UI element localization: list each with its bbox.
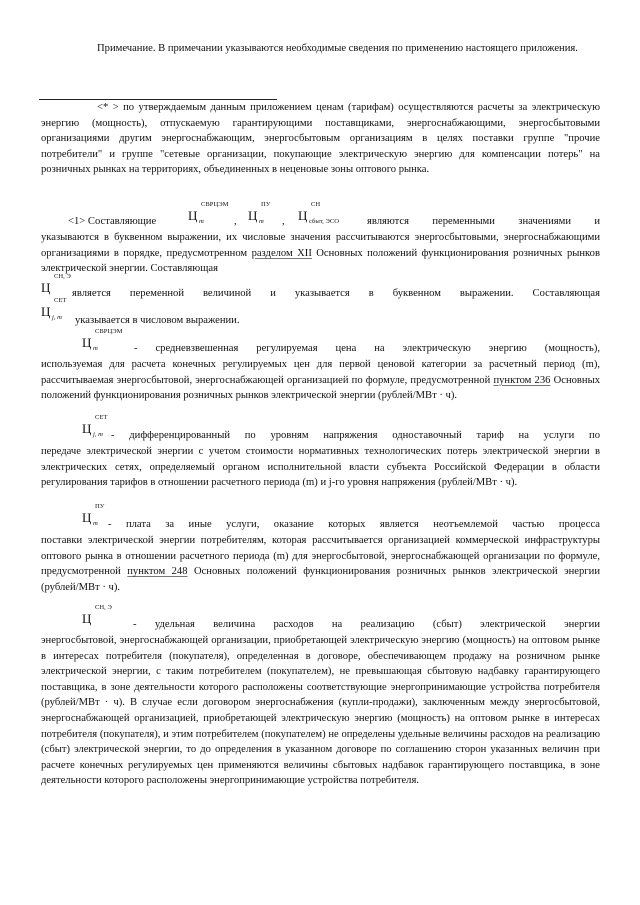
def-set-first: - дифференцированный по уровням напряжения одноставочный тариф на услуги по [111, 430, 600, 441]
link-point-248[interactable]: пунктом 248 [127, 566, 188, 578]
note-paragraph: Примечание. В примечании указываются необходимые сведения по применению настоящего приложения. [97, 43, 578, 54]
fn1-lead: <1> Составляющие [68, 216, 157, 227]
link-point-236[interactable]: пунктом 236 [493, 374, 551, 386]
fn1-sep2: , [282, 216, 285, 227]
fn1-line-sbyt: является переменной величиной и указывается в буквенном выражении. Составляющая [72, 288, 600, 299]
symbol-c-set: Ц СЕТ j, m [41, 297, 67, 321]
fn1-tail-first: являются переменными значениями и [367, 216, 600, 227]
def-pu-symbol: Ц ПУ m [82, 503, 105, 527]
fn1-line-set: указывается в числовом выражении. [75, 315, 240, 326]
def-set-symbol: Ц СЕТ j, m [82, 414, 108, 438]
symbol-c-svrcem: Ц СВРЦЭМ m [188, 201, 229, 225]
symbol-c-sn-sbyt: Ц СН сбыт, ЭСО [298, 201, 339, 225]
def-sbyt-first: - удельная величина расходов на реализацию (сбыт) электрической энергии [133, 619, 600, 630]
link-section-xii[interactable]: разделом XII [251, 247, 312, 259]
symbol-c-sbyt: Ц СН, Э [41, 273, 71, 295]
footnote-1-body: указываются в буквенном выражении, их числовые значения рассчитываются энергосбытовыми, энергоснабжающими организациями в порядке, предусмотренном разделом XII Основных положений функционирования розничных рынков электрической энергии. Составляющая [41, 232, 600, 275]
def-pu-first: - плата за иные услуги, оказание которых является неотъемлемой частью процесса [108, 519, 600, 530]
def-svrcem-first: - средневзвешенная регулируемая цена на электрическую энергию (мощность), [134, 343, 600, 354]
def-pu-body: поставки электрической энергии потребителям, которая рассчитывается организацией коммерческой инфраструктуры оптового рынка в отношении расчетного периода (m) для энергосбытовой, энергоснабжающей организации по формуле, предусмотренной пунктом 248 Основных положений функционирования розничных рынков электрической энергии (рублей/МВт · ч). [41, 535, 600, 593]
footnote-star: <* > по утверждаемым данным приложением ценам (тарифам) осуществляются расчеты за электрическую энергию (мощность), отпускаемую гарантирующими поставщиками, энергоснабжающими, энергосбытовыми организациями другим энергоснабжающим, энергосбытовым организациям в целях поставки группе "прочие потребители" и группе "сетевые организации, покупающие электрическую энергию для компенсации потерь" на розничных рынках на территориях, объединенных в неценовые зоны оптового рынка. [41, 102, 600, 176]
def-set-body: передаче электрической энергии с учетом стоимости нормативных технологических потерь электрической энергии в электрических сетях, определяемый органом исполнительной власти субъекта Российской Федерации в области регулирования тарифов в отношении расчетного периода (m) и j-го уровня напряжения (рублей/МВт · ч). [41, 446, 600, 489]
def-sbyt-symbol: Ц СН, Э [82, 604, 112, 626]
fn1-sep1: , [234, 216, 237, 227]
def-svrcem-symbol: Ц СВРЦЭМ m [82, 328, 123, 352]
def-svrcem-body: используемая для расчета конечных регулируемых цен для первой ценовой категории за расчетный период (m), рассчитываемая энергосбытовой, энергоснабжающей организацией по формуле, предусмотренной пунктом 236 Основных положений функционирования розничных рынков электрической энергии (рублей/МВт · ч). [41, 359, 600, 402]
def-sbyt-body: энергосбытовой, энергоснабжающей организации, приобретающей электрическую энергию (мощность) на оптовом рынке в интересах потребителя (покупателя), определенная в договоре, обеспечивающем продажу на розничном рынке электрической энергии, с таким потребителем (покупателем), не превышающая сбытовую надбавку гарантирующего поставщика, в зоне деятельности которого расположены соответствующие энергопринимающие устройства потребителя (рублей/МВт · ч). В случае если договором энергоснабжения (купли-продажи), заключенным между энергосбытовой, энергоснабжающей организацией, приобретающей электрическую энергию (мощность) на оптовом рынке в интересах потребителя (покупателя), и этим потребителем (покупателем) не определены удельные величины расходов на реализацию (сбыт) электрической энергии, то до определения в указанном договоре по соглашению сторон указанных величин при расчете конечных регулируемых цен применяются величины сбытовых надбавок гарантирующего поставщика, в зоне деятельности которого расположены энергопринимающие устройства потребителя. [41, 635, 600, 787]
symbol-c-pu: Ц ПУ m [248, 201, 271, 225]
